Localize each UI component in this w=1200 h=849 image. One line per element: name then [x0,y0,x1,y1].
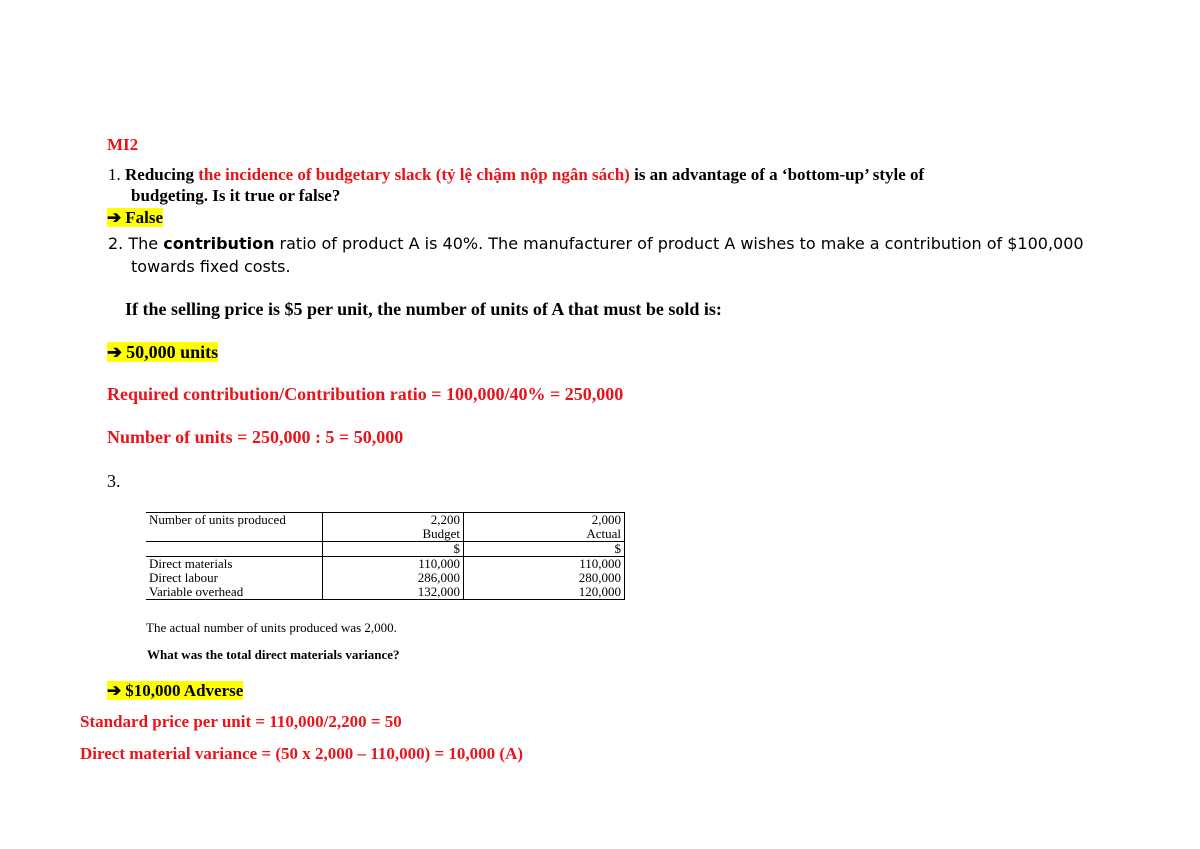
question-2-line1-b: ratio of product A is 40%. The manufacturer of product A wishes to make a contribution of $100,000 [274,234,1084,253]
calculation-4: Direct material variance = (50 x 2,000 – 110,000) = 10,000 (A) [80,744,524,763]
answer-1 [107,208,163,228]
table-cell: Variable overhead [146,585,323,600]
cost-table [146,512,625,600]
table-cell: 110,000 [464,557,625,572]
table-cell: $ [323,542,464,557]
question-3-note: The actual number of units produced was 2,000. [146,620,397,635]
question-number: 1. [108,165,121,184]
table-cell: $ [464,542,625,557]
arrow-right-icon: ➔ [107,342,123,362]
question-2 [108,234,1128,253]
table-row [146,571,625,585]
question-2-line2: towards fixed costs. [131,257,291,276]
table-cell: 286,000 [323,571,464,585]
answer-1-text: False [125,208,164,227]
calculation-3: Standard price per unit = 110,000/2,200 = 50 [80,712,402,731]
question-1-text-a: Reducing [125,165,199,184]
calculation-1: Required contribution/Contribution ratio = 100,000/40% = 250,000 [107,384,624,404]
question-3-prompt: What was the total direct materials variance? [147,647,400,662]
answer-2 [107,342,218,363]
question-2-line1-bold: contribution [163,234,275,253]
table-cell: Direct labour [146,571,323,585]
table-cell: Number of units produced [146,513,323,528]
question-1-text-b: is an advantage of a ‘bottom-up’ style of [629,165,925,184]
calculation-2: Number of units = 250,000 : 5 = 50,000 [107,427,404,447]
answer-3-text: $10,000 Adverse [125,681,244,700]
answer-2-text: 50,000 units [126,342,219,362]
question-number: 2. [108,234,124,253]
table-cell: 2,200 [323,513,464,528]
question-3-number: 3. [107,471,121,491]
question-1-text-red: the incidence of budgetary slack (tỷ lệ chậm nộp ngân sách) [198,165,630,184]
question-2-prompt: If the selling price is $5 per unit, the number of units of A that must be sold is: [125,299,722,319]
table-cell [146,542,323,557]
question-1 [108,164,1123,186]
table-row [146,585,625,600]
arrow-right-icon: ➔ [107,681,122,700]
table-cell: 110,000 [323,557,464,572]
question-2-line1-a: The [128,234,164,253]
section-title: MI2 [107,135,139,154]
table-cell: 2,000 [464,513,625,528]
table-row [146,542,625,557]
table-row [146,527,625,542]
table-cell: Actual [464,527,625,542]
table-cell: 120,000 [464,585,625,600]
answer-3 [107,681,243,701]
table-cell: Budget [323,527,464,542]
question-1-text-line2: budgeting. Is it true or false? [131,186,341,205]
arrow-right-icon: ➔ [107,208,122,227]
table-row [146,513,625,528]
table-cell: 280,000 [464,571,625,585]
table-row [146,557,625,572]
table-cell: Direct materials [146,557,323,572]
table-cell: 132,000 [323,585,464,600]
table-cell [146,527,323,542]
